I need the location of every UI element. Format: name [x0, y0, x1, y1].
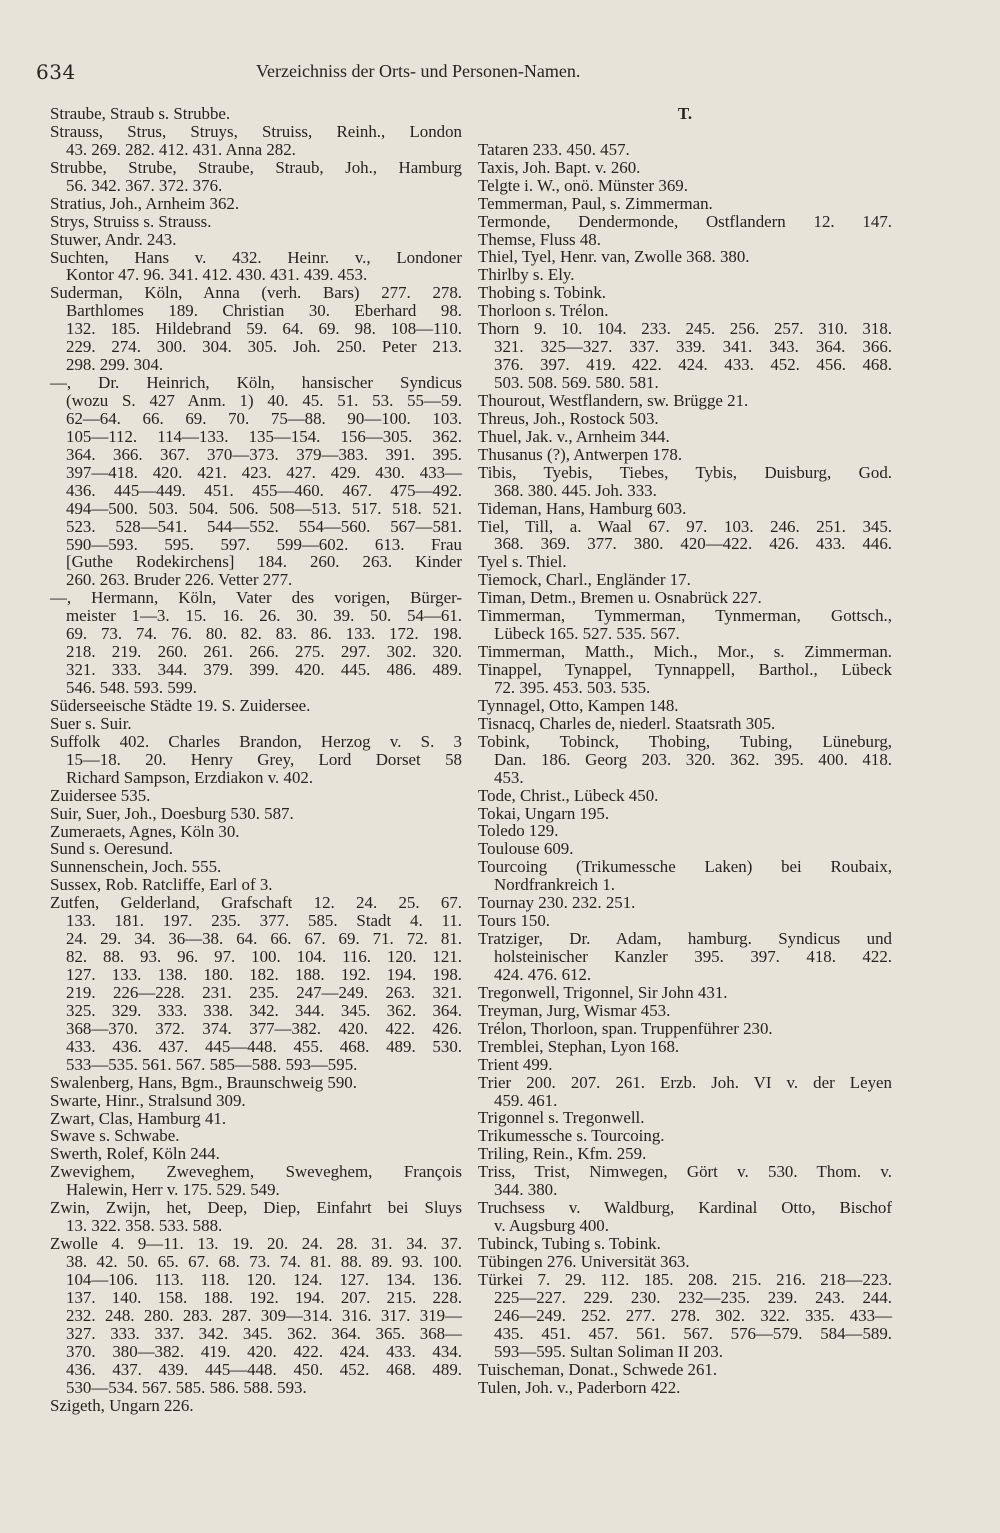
- index-line: Tübingen 276. Universität 363.: [478, 1251, 690, 1271]
- index-line: —, Dr. Heinrich, Köln, hansischer Syndicus: [50, 373, 462, 393]
- index-line: Tubinck, Tubing s. Tobink.: [478, 1234, 661, 1254]
- index-line: 344. 380.: [494, 1180, 558, 1200]
- index-line: Zwart, Clas, Hamburg 41.: [50, 1108, 227, 1128]
- index-line: Swalenberg, Hans, Bgm., Braunschweig 590.: [50, 1072, 357, 1092]
- index-line: 436. 437. 439. 445—448. 450. 452. 468. 489.: [66, 1359, 462, 1379]
- index-line: Tiel, Till, a. Waal 67. 97. 103. 246. 251. 345.: [478, 516, 892, 536]
- index-line: Thorn 9. 10. 104. 233. 245. 256. 257. 310. 318.: [478, 319, 892, 339]
- index-line: Tobink, Tobinck, Thobing, Tubing, Lüneburg,: [478, 731, 892, 751]
- index-line: 459. 461.: [494, 1090, 558, 1110]
- index-line: 494—500. 503. 504. 506. 508—513. 517. 518. 521.: [66, 498, 462, 518]
- index-line: Tataren 233. 450. 457.: [478, 139, 630, 159]
- index-line: Thourout, Westflandern, sw. Brügge 21.: [478, 390, 749, 410]
- index-line: 325. 329. 333. 338. 342. 344. 345. 362. 364.: [66, 1000, 462, 1020]
- index-line: Temmerman, Paul, s. Zimmerman.: [478, 193, 713, 213]
- index-line: Tuischeman, Donat., Schwede 261.: [478, 1359, 718, 1379]
- index-line: 15—18. 20. Henry Grey, Lord Dorset 58: [66, 749, 462, 769]
- index-line: —, Hermann, Köln, Vater des vorigen, Bürger-: [50, 588, 462, 608]
- index-line: 232. 248. 280. 283. 287. 309—314. 316. 317. 319—: [66, 1305, 462, 1325]
- index-line: 433. 436. 437. 445—448. 455. 468. 489. 530.: [66, 1036, 462, 1056]
- index-line: Threus, Joh., Rostock 503.: [478, 408, 659, 428]
- index-line: v. Augsburg 400.: [494, 1216, 609, 1236]
- index-line: 105—112. 114—133. 135—154. 156—305. 362.: [66, 426, 462, 446]
- index-line: Stratius, Joh., Arnheim 362.: [50, 193, 240, 213]
- index-line: Tokai, Ungarn 195.: [478, 803, 610, 823]
- index-line: 218. 219. 260. 261. 266. 275. 297. 302. 320.: [66, 642, 462, 662]
- index-line: 533—535. 561. 567. 585—588. 593—595.: [66, 1054, 358, 1074]
- index-column-right: [478, 105, 892, 1396]
- index-line: Themse, Fluss 48.: [478, 229, 601, 249]
- index-line: Suffolk 402. Charles Brandon, Herzog v. S. 3: [50, 731, 462, 751]
- index-line: (wozu S. 427 Anm. 1) 40. 45. 51. 53. 55—59.: [66, 391, 462, 410]
- index-line: Türkei 7. 29. 112. 185. 208. 215. 216. 218—223.: [478, 1269, 892, 1289]
- index-line: Timan, Detm., Bremen u. Osnabrück 227.: [478, 588, 762, 608]
- index-line: Trigonnel s. Tregonwell.: [478, 1108, 645, 1128]
- index-line: holsteinischer Kanzler 395. 397. 418. 422.: [494, 947, 892, 967]
- index-line: Tiemock, Charl., Engländer 17.: [478, 570, 691, 590]
- index-line: Tode, Christ., Lübeck 450.: [478, 785, 659, 805]
- index-line: 246—249. 252. 277. 278. 302. 322. 335. 433—: [494, 1305, 892, 1325]
- index-line: 82. 88. 93. 96. 97. 100. 104. 116. 120. 121.: [66, 947, 462, 967]
- index-line: 321. 325—327. 337. 339. 341. 343. 364. 366.: [494, 337, 892, 357]
- index-line: Termonde, Dendermonde, Ostflandern 12. 147.: [478, 211, 892, 231]
- index-line: Tideman, Hans, Hamburg 603.: [478, 498, 687, 518]
- index-line: Suer s. Suir.: [50, 713, 132, 733]
- index-line: Strauss, Strus, Struys, Struiss, Reinh., London: [50, 121, 462, 141]
- index-line: Tours 150.: [478, 911, 551, 931]
- index-line: Toledo 129.: [478, 821, 559, 841]
- index-line: 69. 73. 74. 76. 80. 82. 83. 86. 133. 172. 198.: [66, 624, 462, 644]
- index-line: Tisnacq, Charles de, niederl. Staatsrath 305.: [478, 713, 776, 733]
- index-line: Halewin, Herr v. 175. 529. 549.: [66, 1180, 280, 1200]
- index-line: Thuel, Jak. v., Arnheim 344.: [478, 426, 670, 446]
- index-line: 104—106. 113. 118. 120. 124. 127. 134. 136.: [66, 1269, 462, 1289]
- page-number: 634: [36, 60, 76, 84]
- index-line: 24. 29. 34. 36—38. 64. 66. 67. 69. 71. 72. 81.: [66, 929, 462, 949]
- index-line: Zumeraets, Agnes, Köln 30.: [50, 821, 240, 841]
- index-line: Strys, Struiss s. Strauss.: [50, 211, 212, 231]
- index-line: Truchsess v. Waldburg, Kardinal Otto, Bischof: [478, 1198, 892, 1218]
- index-line: Suir, Suer, Joh., Doesburg 530. 587.: [50, 803, 294, 823]
- index-line: Swarte, Hinr., Stralsund 309.: [50, 1090, 246, 1110]
- index-line: Timmerman, Matth., Mich., Mor., s. Zimmerman.: [478, 642, 892, 662]
- index-line: Tremblei, Stephan, Lyon 168.: [478, 1036, 680, 1056]
- index-line: Tyel s. Thiel.: [478, 552, 567, 572]
- index-line: Lübeck 165. 527. 535. 567.: [494, 624, 680, 644]
- index-line: 38. 42. 50. 65. 67. 68. 73. 74. 81. 88. 89. 93. 100.: [66, 1252, 462, 1271]
- index-line: Trikumessche s. Tourcoing.: [478, 1126, 665, 1146]
- index-line: Tregonwell, Trigonnel, Sir John 431.: [478, 982, 728, 1002]
- index-line: 523. 528—541. 544—552. 554—560. 567—581.: [66, 516, 462, 536]
- running-title: Verzeichniss der Orts- und Personen-Namen.: [256, 61, 581, 81]
- index-line: meister 1—3. 15. 16. 26. 30. 39. 50. 54—61.: [66, 606, 462, 626]
- index-line: Timmerman, Tymmerman, Tynmerman, Gottsch.,: [478, 606, 892, 626]
- index-line: 62—64. 66. 69. 70. 75—88. 90—100. 103.: [66, 408, 462, 428]
- letter-heading: T.: [677, 104, 693, 123]
- index-line: Strubbe, Strube, Straube, Straub, Joh., Hamburg: [50, 157, 462, 177]
- index-line: 503. 508. 569. 580. 581.: [494, 373, 659, 393]
- index-line: Treyman, Jurg, Wismar 453.: [478, 1000, 671, 1020]
- index-entries-right: [478, 141, 892, 1397]
- index-line: Zuidersee 535.: [50, 785, 151, 805]
- index-line: 225—227. 229. 230. 232—235. 239. 243. 244.: [494, 1287, 892, 1307]
- index-line: Thusanus (?), Antwerpen 178.: [478, 444, 683, 464]
- index-line: 364. 366. 367. 370—373. 379—383. 391. 395.: [66, 444, 462, 464]
- index-line: 133. 181. 197. 235. 377. 585. Stadt 4. 11.: [66, 911, 462, 931]
- index-line: Sussex, Rob. Ratcliffe, Earl of 3.: [50, 875, 273, 895]
- index-line: Suderman, Köln, Anna (verh. Bars) 277. 278.: [50, 283, 462, 303]
- index-line: Tynnagel, Otto, Kampen 148.: [478, 695, 679, 715]
- index-line: Tinappel, Tynappel, Tynnappell, Barthol., Lübeck: [478, 660, 892, 680]
- index-line: 260. 263. Bruder 226. Vetter 277.: [66, 570, 293, 590]
- index-line: 530—534. 567. 585. 586. 588. 593.: [66, 1377, 307, 1397]
- index-line: Sund s. Oeresund.: [50, 839, 173, 859]
- index-line: Suchten, Hans v. 432. Heinr. v., Londoner: [50, 247, 462, 267]
- index-line: Zwevighem, Zweveghem, Sweveghem, François: [50, 1162, 462, 1182]
- index-line: Swave s. Schwabe.: [50, 1126, 180, 1146]
- index-line: 376. 397. 419. 422. 424. 433. 452. 456. 468.: [494, 355, 892, 375]
- index-line: 370. 380—382. 419. 420. 422. 424. 433. 434.: [66, 1341, 462, 1361]
- index-line: 56. 342. 367. 372. 376.: [66, 175, 223, 195]
- index-line: 546. 548. 593. 599.: [66, 678, 197, 697]
- index-line: Zwolle 4. 9—11. 13. 19. 20. 24. 28. 31. 34. 37.: [50, 1234, 462, 1254]
- index-line: Toulouse 609.: [478, 839, 574, 859]
- index-line: Richard Sampson, Erzdiakon v. 402.: [66, 767, 314, 787]
- index-line: [Guthe Rodekirchens] 184. 260. 263. Kinder: [66, 552, 462, 572]
- index-line: Nordfrankreich 1.: [494, 875, 615, 895]
- index-line: 368. 369. 377. 380. 420—422. 426. 433. 446.: [494, 534, 892, 554]
- index-line: Süderseeische Städte 19. S. Zuidersee.: [50, 695, 311, 715]
- index-line: 72. 395. 453. 503. 535.: [494, 677, 651, 697]
- index-line: Straube, Straub s. Strubbe.: [50, 104, 231, 123]
- index-line: 219. 226—228. 231. 235. 247—249. 263. 321.: [66, 982, 462, 1002]
- index-line: Kontor 47. 96. 341. 412. 430. 431. 439. 453.: [66, 265, 368, 285]
- index-line: 397—418. 420. 421. 423. 427. 429. 430. 433—: [66, 462, 462, 482]
- index-line: Trier 200. 207. 261. Erzb. Joh. VI v. der Leyen: [478, 1072, 892, 1092]
- index-line: Barthlomes 189. Christian 30. Eberhard 98.: [66, 301, 462, 321]
- index-line: 327. 333. 337. 342. 345. 362. 364. 365. 368—: [66, 1323, 462, 1343]
- running-header: [36, 60, 960, 86]
- index-line: Trient 499.: [478, 1054, 553, 1074]
- index-line: Zutfen, Gelderland, Grafschaft 12. 24. 25. 67.: [50, 893, 462, 913]
- index-line: 43. 269. 282. 412. 431. Anna 282.: [66, 139, 296, 159]
- index-line: Thiel, Tyel, Henr. van, Zwolle 368. 380.: [478, 247, 750, 267]
- index-line: 436. 445—449. 451. 455—460. 467. 475—492.: [66, 480, 462, 500]
- index-line: 368. 380. 445. Joh. 333.: [494, 480, 657, 500]
- index-line: 453.: [494, 767, 524, 787]
- index-line: 593—595. Sultan Soliman II 203.: [494, 1341, 723, 1361]
- index-line: 127. 133. 138. 180. 182. 188. 192. 194. 198.: [66, 965, 462, 984]
- index-line: Triling, Rein., Kfm. 259.: [478, 1144, 647, 1164]
- index-line: Stuwer, Andr. 243.: [50, 229, 177, 249]
- index-line: 590—593. 595. 597. 599—602. 613. Frau: [66, 534, 462, 554]
- index-line: Triss, Trist, Nimwegen, Gört v. 530. Thom. v.: [478, 1162, 892, 1182]
- index-line: 424. 476. 612.: [494, 964, 592, 984]
- index-line: 229. 274. 300. 304. 305. Joh. 250. Peter 213.: [66, 337, 462, 357]
- index-line: Taxis, Joh. Bapt. v. 260.: [478, 157, 641, 177]
- index-line: Tibis, Tyebis, Tiebes, Tybis, Duisburg, God.: [478, 462, 892, 482]
- index-line: 298. 299. 304.: [66, 355, 164, 375]
- index-line: 132. 185. Hildebrand 59. 64. 69. 98. 108—110.: [66, 319, 462, 339]
- index-line: 321. 333. 344. 379. 399. 420. 445. 486. 489.: [66, 660, 462, 680]
- index-line: 435. 451. 457. 561. 567. 576—579. 584—589.: [494, 1323, 892, 1343]
- index-line: Thobing s. Tobink.: [478, 283, 607, 303]
- index-line: Trélon, Thorloon, span. Truppenführer 230.: [478, 1018, 773, 1038]
- heading-spacer: [478, 123, 892, 141]
- index-line: Tourcoing (Trikumessche Laken) bei Roubaix,: [478, 857, 892, 877]
- index-line: Telgte i. W., onö. Münster 369.: [478, 175, 688, 195]
- index-line: Swerth, Rolef, Köln 244.: [50, 1144, 220, 1164]
- index-line: Tournay 230. 232. 251.: [478, 893, 636, 913]
- index-line: 368—370. 372. 374. 377—382. 420. 422. 426.: [66, 1018, 462, 1038]
- index-line: Zwin, Zwijn, het, Deep, Diep, Einfahrt bei Sluys: [50, 1198, 462, 1218]
- index-line: 137. 140. 158. 188. 192. 194. 207. 215. 228.: [66, 1287, 462, 1307]
- index-line: Thorloon s. Trélon.: [478, 301, 609, 321]
- index-line: 13. 322. 358. 533. 588.: [66, 1216, 223, 1236]
- index-line: Dan. 186. Georg 203. 320. 362. 395. 400. 418.: [494, 749, 892, 769]
- index-line: Tratziger, Dr. Adam, hamburg. Syndicus und: [478, 929, 892, 949]
- index-line: Thirlby s. Ely.: [478, 265, 575, 285]
- index-line: Szigeth, Ungarn 226.: [50, 1395, 194, 1415]
- index-column-left: [50, 105, 462, 1414]
- index-line: Sunnenschein, Joch. 555.: [50, 857, 222, 877]
- index-line: Tulen, Joh. v., Paderborn 422.: [478, 1377, 681, 1397]
